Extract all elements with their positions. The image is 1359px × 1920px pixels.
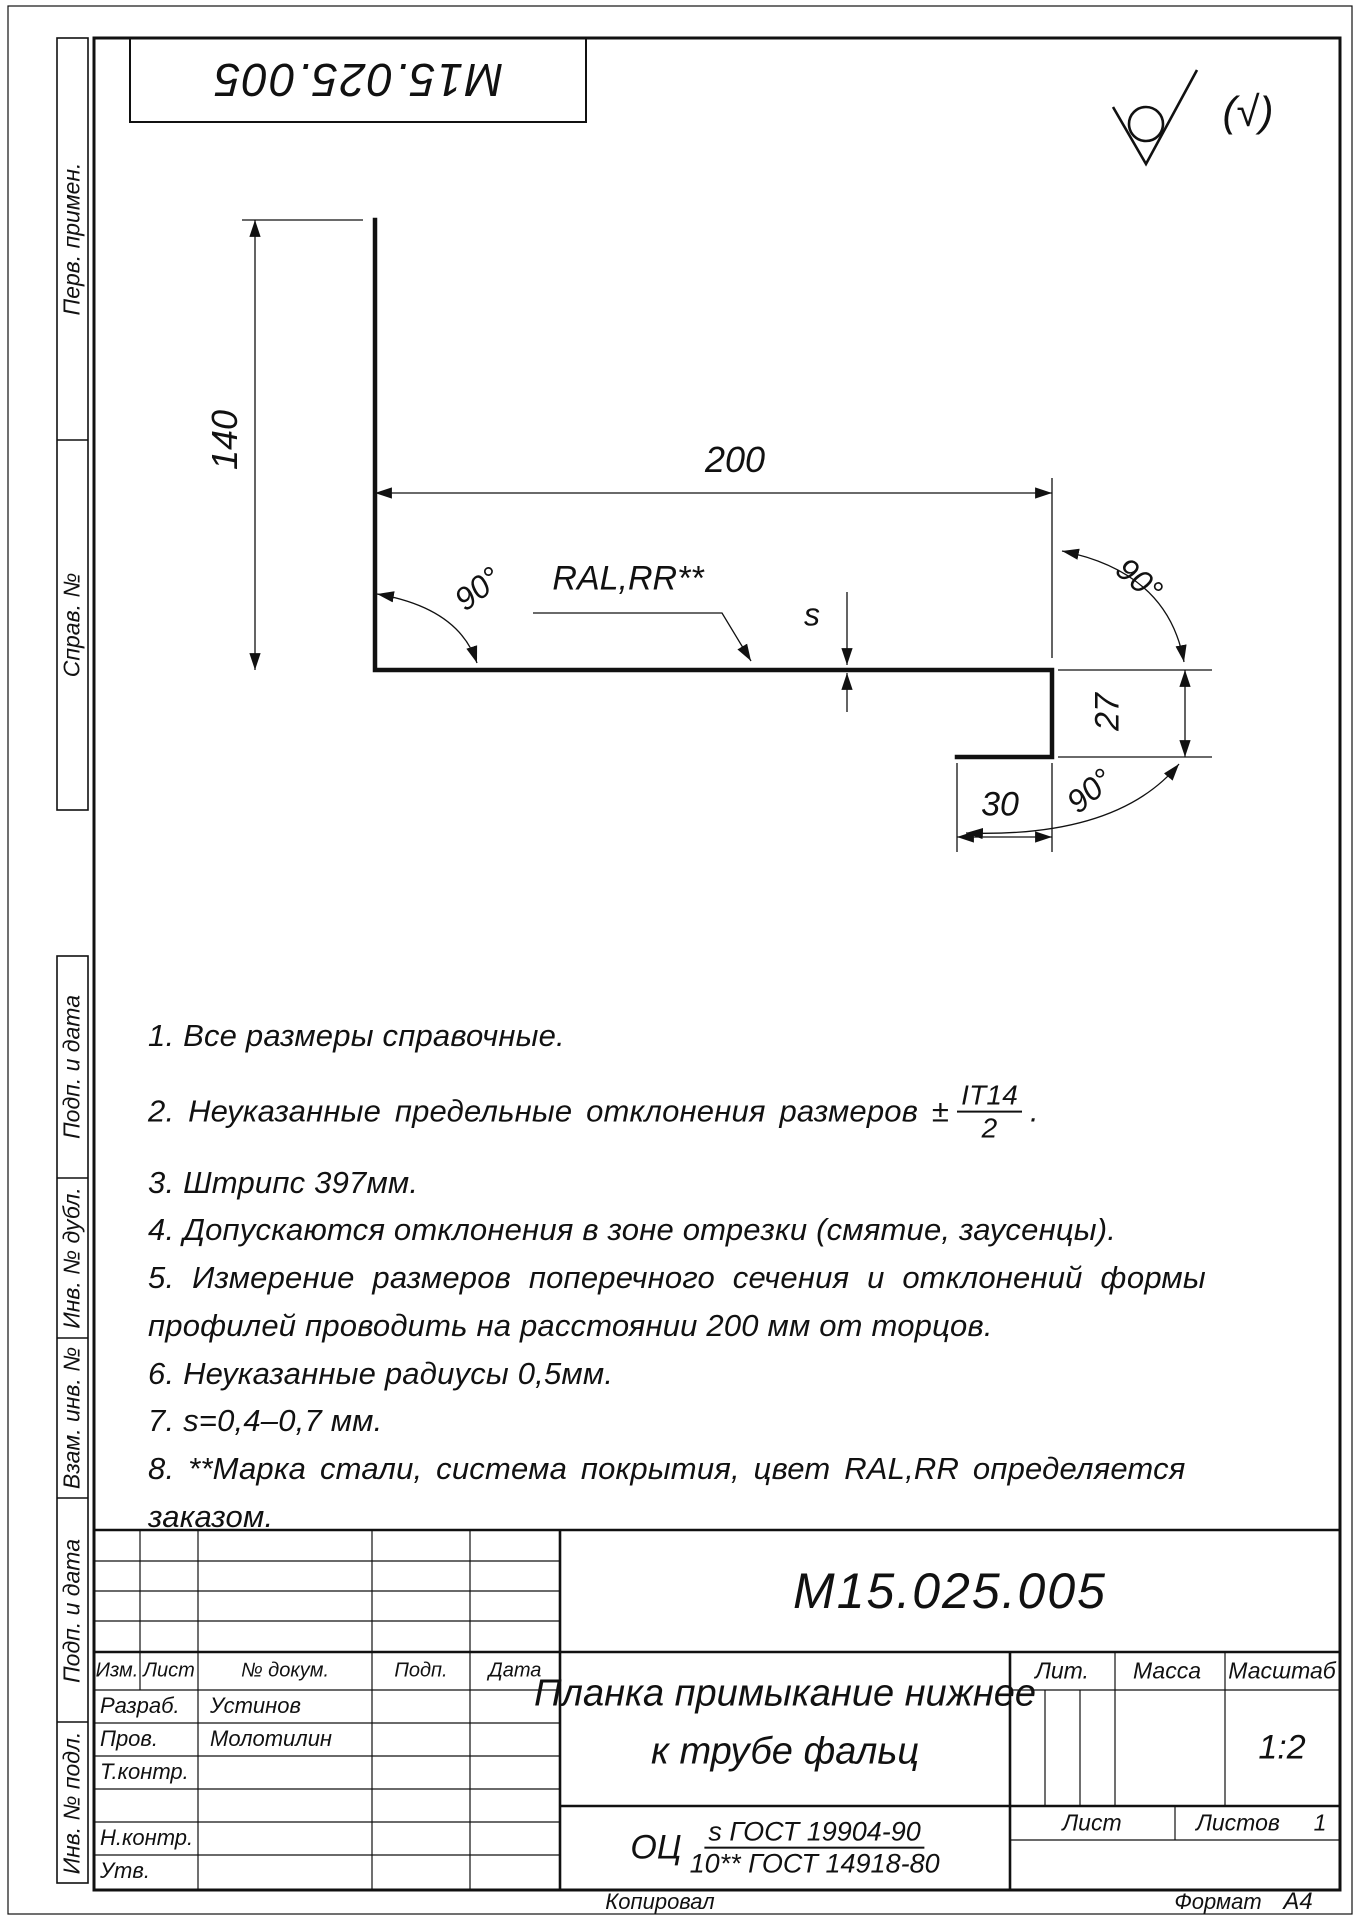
row-prov-label: Пров. (100, 1726, 159, 1751)
side-label-podp-i-data-2: Подп. и дата (58, 1539, 85, 1683)
roughness-note: (√) (1222, 88, 1274, 135)
note-7: 7. s=0,4–0,7 мм. (148, 1403, 383, 1438)
note-2-text: 2. Неуказанные предельные отклонения размеров ± (148, 1094, 950, 1129)
list-label: Лист (1062, 1809, 1122, 1836)
dim-200-label: 200 (704, 439, 766, 480)
format-label: Формат (1174, 1889, 1262, 1914)
col-header-list: Лист (143, 1659, 195, 1682)
col-header-izm: Изм. (95, 1659, 139, 1682)
scale-value: 1:2 (1258, 1728, 1306, 1767)
angle-top-right-label: 90° (1109, 550, 1170, 609)
col-header-doc: № докум. (240, 1659, 330, 1682)
note-6: 6. Неуказанные радиусы 0,5мм. (148, 1356, 614, 1391)
material-gost-sheet: s ГОСТ 19904-90 (704, 1818, 925, 1849)
side-label-vzam-inv-no: Взам. инв. № (58, 1346, 85, 1490)
material-prefix: ОЦ (630, 1828, 682, 1867)
note-8-line-1: 8. **Марка стали, система покрытия, цвет RAL,RR определяется (148, 1451, 1186, 1486)
row-razrab-name: Устинов (210, 1693, 301, 1718)
col-header-data: Дата (488, 1659, 542, 1682)
material-fraction (690, 1818, 940, 1879)
angle-left-label: 90° (447, 559, 508, 618)
note-2-tail: . (1029, 1094, 1039, 1129)
angle-bottom-label: 90° (1059, 761, 1120, 820)
note-8-line-2: заказом. (148, 1499, 274, 1534)
note-3: 3. Штрипс 397мм. (148, 1165, 419, 1200)
dim-30-label: 30 (981, 785, 1019, 824)
dim-s-label: s (804, 596, 820, 633)
part-name-line-2: к трубе фальц (650, 1730, 920, 1773)
col-header-podp: Подп. (394, 1659, 448, 1682)
row-nkontr-label: Н.контр. (100, 1825, 194, 1850)
side-label-inv-no-dubl: Инв. № дубл. (58, 1187, 85, 1329)
roughness-icon (1113, 70, 1197, 164)
part-name-line-1: Планка примыкание нижнее (533, 1672, 1037, 1715)
row-utv-label: Утв. (100, 1858, 150, 1883)
row-prov-name: Молотилин (210, 1726, 333, 1751)
side-label-sprav-no: Справ. № (58, 572, 85, 678)
note-5-line-2: профилей проводить на расстоянии 200 мм от торцов. (148, 1308, 993, 1343)
title-doc-number: М15.025.005 (793, 1563, 1107, 1619)
note-4: 4. Допускаются отклонения в зоне отрезки (смятие, заусенцы). (148, 1212, 1117, 1247)
dim-140-label: 140 (204, 409, 245, 471)
lit-header: Лит. (1035, 1657, 1089, 1684)
side-label-inv-no-podl: Инв. № подл. (58, 1731, 85, 1875)
listov-label: Листов (1196, 1809, 1280, 1836)
masshtab-header: Масштаб (1228, 1657, 1336, 1684)
row-tkontr-label: Т.контр. (100, 1759, 189, 1784)
material-gost-coating: 10** ГОСТ 14918-80 (689, 1849, 940, 1879)
mirrored-doc-number: М15.025.005 (212, 54, 504, 106)
note-5-line-1: 5. Измерение размеров поперечного сечения и отклонений формы (148, 1260, 1206, 1295)
page-frame (8, 6, 1352, 1914)
kopiroval-label: Копировал (605, 1889, 715, 1914)
note-2 (148, 1081, 1039, 1144)
side-label-podp-i-data-1: Подп. и дата (58, 995, 85, 1139)
profile-outline (375, 220, 1052, 757)
listov-value: 1 (1313, 1809, 1327, 1836)
note-2-fraction (957, 1081, 1022, 1144)
material-designation (630, 1818, 939, 1879)
dimension-lines (242, 220, 1212, 852)
note-1: 1. Все размеры справочные. (148, 1018, 565, 1053)
format-value: А4 (1283, 1888, 1313, 1915)
coating-label: RAL,RR** (552, 559, 704, 598)
side-label-perv-primen: Перв. примен. (58, 162, 85, 316)
note-2-fraction-denominator: 2 (981, 1113, 998, 1144)
row-razrab-label: Разраб. (100, 1693, 180, 1718)
note-2-fraction-numerator: IT14 (957, 1081, 1022, 1113)
massa-header: Масса (1132, 1657, 1202, 1684)
dim-27-label: 27 (1088, 693, 1127, 731)
